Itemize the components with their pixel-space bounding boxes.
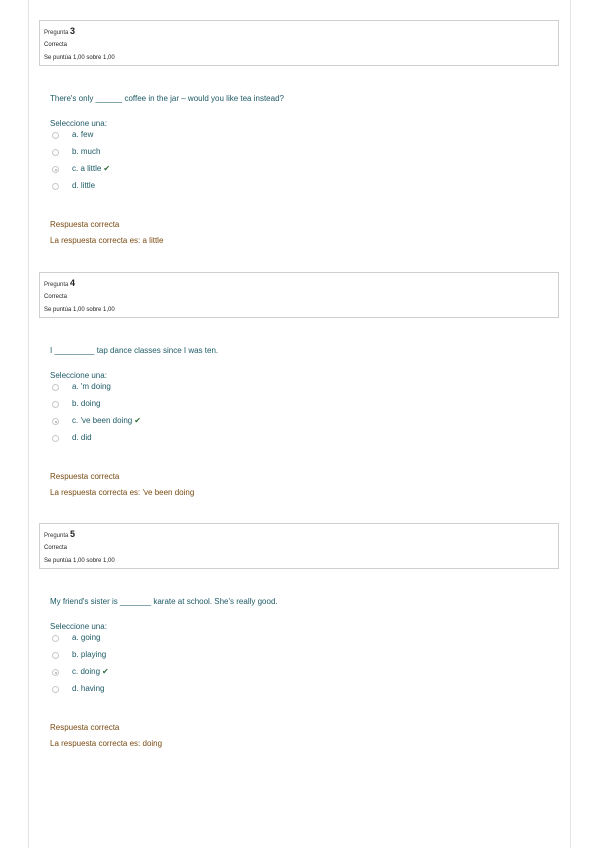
question-number — [44, 278, 75, 288]
answer-option-a[interactable] — [52, 633, 352, 647]
answer-label: c. 've been doing — [72, 416, 133, 425]
question-info — [39, 20, 559, 66]
radio-button-selected[interactable] — [52, 166, 59, 173]
question-state: Correcta — [44, 42, 68, 48]
question-label: Pregunta — [44, 30, 69, 36]
answer-option-b[interactable] — [52, 147, 352, 161]
feedback-result: Respuesta correcta — [50, 723, 120, 732]
radio-button[interactable] — [52, 132, 59, 139]
answer-label-wrap — [72, 667, 109, 676]
answer-prompt: Seleccione una: — [50, 371, 107, 380]
answer-label: d. having — [72, 684, 105, 693]
radio-button[interactable] — [52, 652, 59, 659]
answer-label: d. did — [72, 433, 92, 442]
checkmark-icon: ✔ — [103, 164, 111, 173]
checkmark-icon: ✔ — [102, 667, 109, 676]
radio-button[interactable] — [52, 384, 59, 391]
answer-option-c[interactable] — [52, 416, 352, 430]
question-number — [44, 529, 75, 539]
radio-button[interactable] — [52, 401, 59, 408]
feedback-correct-answer: La respuesta correcta es: 've been doing — [50, 488, 195, 497]
answer-label: c. a little — [72, 164, 102, 173]
answer-label: b. much — [72, 147, 101, 156]
answer-label: a. going — [72, 633, 101, 642]
answer-option-c[interactable] — [52, 667, 352, 681]
question-number-value: 4 — [70, 278, 76, 288]
feedback-result: Respuesta correcta — [50, 472, 120, 481]
answer-label: b. playing — [72, 650, 107, 659]
question-state: Correcta — [44, 545, 68, 551]
question-label: Pregunta — [44, 533, 69, 539]
question-label: Pregunta — [44, 282, 69, 288]
answer-label-wrap — [72, 416, 141, 425]
question-info — [39, 272, 559, 318]
question-grade: Se puntúa 1,00 sobre 1,00 — [44, 307, 115, 313]
answer-label: c. doing — [72, 667, 101, 676]
radio-button[interactable] — [52, 435, 59, 442]
answer-label: a. 'm doing — [72, 382, 111, 391]
radio-button-selected[interactable] — [52, 669, 59, 676]
answer-option-d[interactable] — [52, 684, 352, 698]
radio-button[interactable] — [52, 635, 59, 642]
answer-option-b[interactable] — [52, 399, 352, 413]
feedback-result: Respuesta correcta — [50, 220, 120, 229]
radio-button-selected[interactable] — [52, 418, 59, 425]
checkmark-icon: ✔ — [134, 416, 141, 425]
question-state: Correcta — [44, 294, 68, 300]
answer-option-c[interactable] — [52, 164, 352, 178]
answer-option-d[interactable] — [52, 181, 352, 195]
question-grade: Se puntúa 1,00 sobre 1,00 — [44, 55, 115, 61]
question-info — [39, 523, 559, 569]
radio-button[interactable] — [52, 149, 59, 156]
question-number-value: 3 — [70, 26, 76, 36]
answer-label: a. few — [72, 130, 94, 139]
question-5 — [0, 523, 600, 773]
answer-option-a[interactable] — [52, 382, 352, 396]
radio-button[interactable] — [52, 183, 59, 190]
question-text: I _________ tap dance classes since I was ten. — [50, 346, 219, 355]
question-4 — [0, 272, 600, 522]
question-number-value: 5 — [70, 529, 76, 539]
question-3 — [0, 20, 600, 270]
answer-option-a[interactable] — [52, 130, 352, 144]
radio-button[interactable] — [52, 686, 59, 693]
answer-label-wrap — [72, 164, 110, 173]
answer-prompt: Seleccione una: — [50, 622, 107, 631]
answer-option-b[interactable] — [52, 650, 352, 664]
answer-option-d[interactable] — [52, 433, 352, 447]
answer-label: d. little — [72, 181, 96, 190]
question-grade: Se puntúa 1,00 sobre 1,00 — [44, 558, 115, 564]
feedback-correct-answer: La respuesta correcta es: a little — [50, 236, 164, 245]
answer-label: b. doing — [72, 399, 101, 408]
answer-prompt: Seleccione una: — [50, 119, 107, 128]
question-text: My friend's sister is _______ karate at school. She's really good. — [50, 597, 278, 606]
question-text: There's only ______ coffee in the jar – would you like tea instead? — [50, 94, 284, 103]
feedback-correct-answer: La respuesta correcta es: doing — [50, 739, 163, 748]
question-number — [44, 26, 75, 36]
